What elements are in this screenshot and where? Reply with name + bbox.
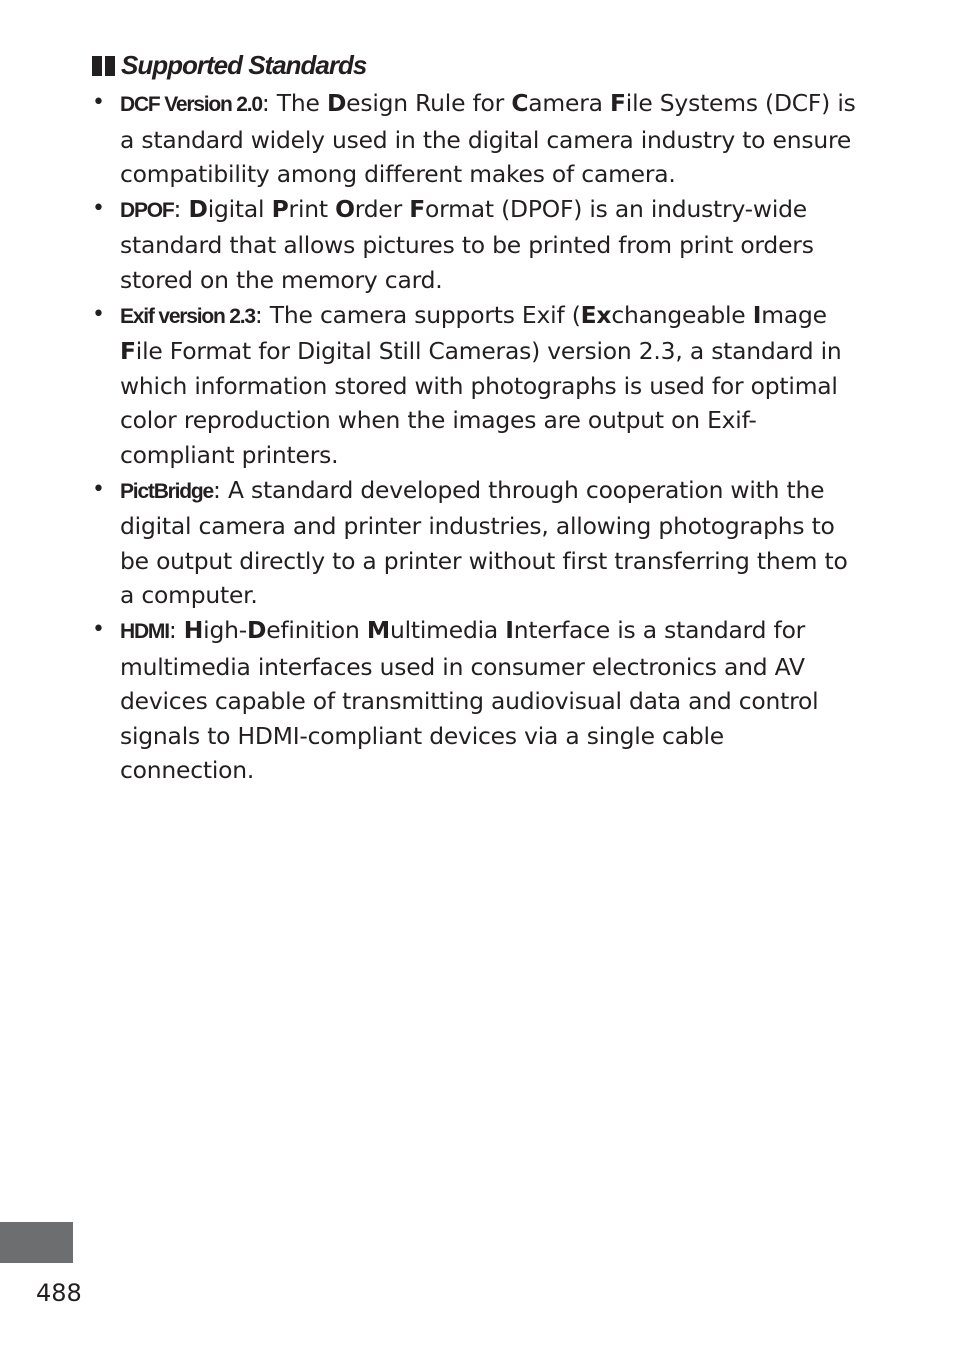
- list-item-dpof: • DPOF: Digital Print Order Format (DPOF) is an industry-wide standard that allows pictures to be printed from print orders stored on the memory card.: [120, 192, 860, 298]
- bullet-icon: •: [92, 90, 105, 115]
- bullet-icon: •: [92, 301, 105, 327]
- list-item-hdmi: • HDMI: High-Definition Multimedia Interface is a standard for multimedia interfaces used in consumer electronics and AV devices capable of transmitting audiovisual data and control signals to HDMI-compliant devices via a single cable connection.: [120, 613, 860, 788]
- term: HDMI: [120, 619, 169, 643]
- list-item-exif: • Exif version 2.3: The camera supports Exif (Exchangeable Image File Format for Digital Still Cameras) version 2.3, a standard in which information stored with photographs is used for optimal color reproduction when the images are output on Exif-compliant printers.: [120, 298, 860, 473]
- bullet-icon: •: [92, 195, 105, 221]
- bullet-icon: •: [92, 616, 105, 642]
- section-tab: [0, 1222, 73, 1263]
- term: Exif version 2.3: [120, 304, 255, 328]
- standards-list: [92, 86, 860, 788]
- bullet-icon: •: [92, 476, 105, 502]
- page-number: 488: [36, 1279, 82, 1307]
- term: DPOF: [120, 198, 174, 222]
- list-item-dcf: • DCF Version 2.0: The Design Rule for Camera File Systems (DCF) is a standard widely used in the digital camera industry to ensure compatibility among different makes of camera.: [120, 86, 860, 192]
- section-heading: [92, 50, 366, 81]
- heading-title: Supported Standards: [121, 50, 367, 80]
- term: DCF Version 2.0: [120, 93, 262, 116]
- term: PictBridge: [120, 479, 214, 503]
- heading-marker-icon: [92, 56, 115, 76]
- list-item-pictbridge: • PictBridge: A standard developed through cooperation with the digital camera and printer industries, allowing photographs to be output directly to a printer without first transferring them to a computer.: [120, 473, 860, 613]
